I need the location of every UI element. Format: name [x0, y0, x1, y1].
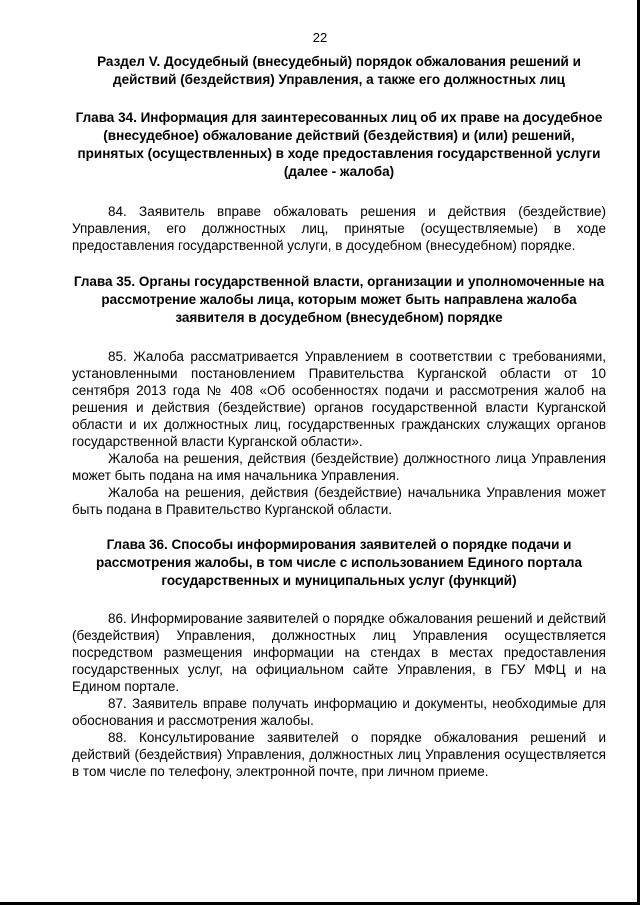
paragraph-87: 87. Заявитель вправе получать информацию и документы, необходимые для обоснования и рассмотрения жалобы. [72, 696, 606, 728]
paragraph-86: 86. Информирование заявителей о порядке обжалования решений и действий (бездействия) Управления, должностных лиц Управления осуществляется посредством размещения информации на стендах в местах предоставления государственных услуг, на официальном сайте Управления, в ГБУ МФЦ и на Едином портале. [72, 611, 606, 694]
chapter-36-title: Глава 36. Способы информирования заявителей о порядке подачи и рассмотрения жалобы, в том числе с использованием Единого портала государственных и муниципальных услуг (функций) [96, 537, 582, 588]
paragraph-85: 85. Жалоба рассматривается Управлением в соответствии с требованиями, установленными постановлением Правительства Курганской области от 10 сентября 2013 года № 408 «Об особенностях подачи и рассмотрения жалоб на решения и действия (бездействие) органов государственной власти Курганской области и их должностных лиц, государственных гражданских служащих органов государственной власти Курганской области». [72, 349, 606, 449]
paragraph-85-complaint-official: Жалоба на решения, действия (бездействие) должностного лица Управления может быть подана на имя начальника Управления. [72, 451, 606, 483]
page-number: 22 [312, 30, 328, 45]
chapter-35-title: Глава 35. Органы государственной власти, организации и уполномоченные на рассмотрение жалобы лица, которым может быть направлена жалоба заявителя в досудебном (внесудебном) порядке [73, 274, 605, 325]
paragraph-84: 84. Заявитель вправе обжаловать решения и действия (бездействие) Управления, его должностных лиц, принятые (осуществляемые) в ходе предоставления государственной услуги, в досудебном (внесудебном) порядке. [72, 204, 606, 253]
chapter-34-title: Глава 34. Информация для заинтересованных лиц об их праве на досудебное (внесудебное) обжалование действий (бездействия) и (или) решений, принятых (осуществленных) в ходе предоставления государственной услуги (далее - жалоба) [75, 110, 603, 179]
paragraph-88: 88. Консультирование заявителей о порядке обжалования решений и действий (бездействия) Управления, должностных лиц Управления осуществляется в том числе по телефону, электронной почте, при личном приеме. [72, 730, 606, 779]
document-body [72, 53, 606, 780]
section-title: Раздел V. Досудебный (внесудебный) порядок обжалования решений и действий (бездействия) Управления, а также его должностных лиц [97, 54, 581, 87]
paragraph-85-complaint-head: Жалоба на решения, действия (бездействие) начальника Управления может быть подана в Правительство Курганской области. [72, 485, 606, 517]
